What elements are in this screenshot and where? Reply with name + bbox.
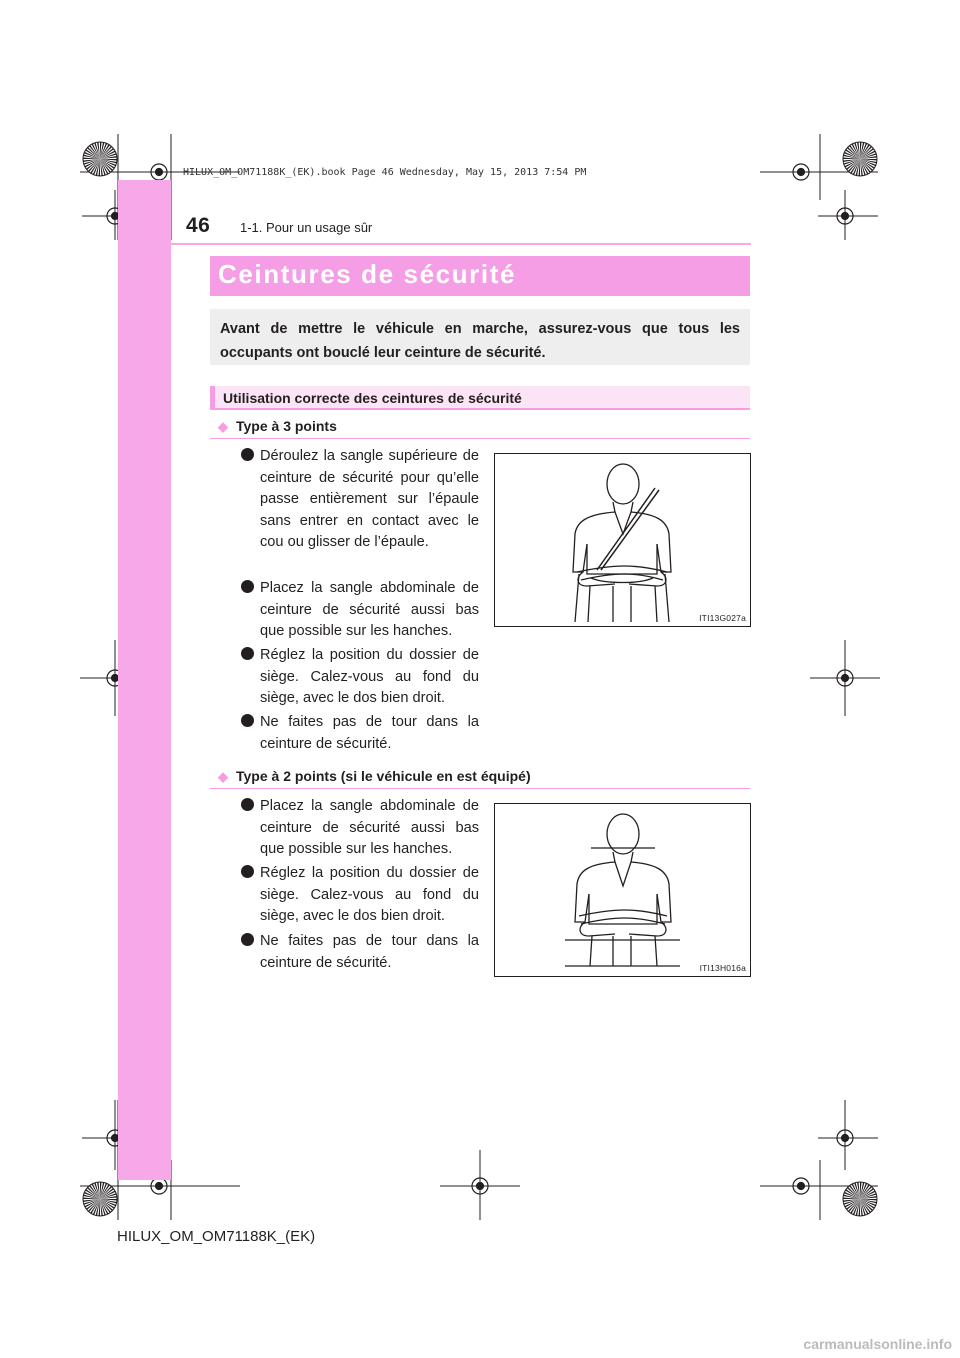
starburst-mark-icon	[83, 1182, 117, 1216]
starburst-mark-icon	[843, 1182, 877, 1216]
bullet-icon	[241, 714, 254, 727]
diamond-icon: ◆	[218, 769, 228, 784]
page-number: 46	[186, 214, 211, 237]
subsection-heading: Utilisation correcte des ceintures de sécurité	[223, 390, 522, 406]
subsection-accent	[210, 386, 215, 410]
type2-rule	[210, 788, 750, 789]
list-item	[241, 446, 479, 554]
figure-3-point-belt	[494, 453, 751, 627]
list-item	[241, 931, 479, 974]
bullet-text: Placez la sangle abdominale de ceinture de sécurité aussi bas que possible sur les hanches.	[260, 580, 479, 639]
type3-heading	[218, 418, 337, 435]
figure-code: ITI13H016a	[699, 963, 746, 973]
list-item	[241, 796, 479, 861]
bullet-text: Réglez la position du dossier de siège. Calez-vous au fond du siège, avec le dos bien droit.	[260, 647, 479, 706]
list-item	[241, 863, 479, 928]
watermark: carmanualsonline.info	[803, 1336, 952, 1352]
bullet-text: Réglez la position du dossier de siège. Calez-vous au fond du siège, avec le dos bien droit.	[260, 865, 479, 924]
type2-heading	[218, 768, 531, 785]
type2-heading-text: Type à 2 points (si le véhicule en est équipé)	[236, 768, 531, 784]
page-title: Ceintures de sécurité	[218, 259, 517, 289]
section-label: 1-1. Pour un usage sûr	[240, 220, 373, 235]
list-item	[241, 645, 479, 710]
bullet-icon	[241, 580, 254, 593]
intro-text: Avant de mettre le véhicule en marche, assurez-vous que tous les occupants ont bouclé leur ceinture de sécurité.	[220, 321, 740, 361]
book-stamp: HILUX_OM_OM71188K_(EK).book Page 46 Wednesday, May 15, 2013 7:54 PM	[183, 167, 587, 178]
bullet-icon	[241, 647, 254, 660]
bullet-icon	[241, 448, 254, 461]
bullet-icon	[241, 798, 254, 811]
type3-heading-text: Type à 3 points	[236, 418, 337, 434]
bullet-text: Ne faites pas de tour dans la ceinture de sécurité.	[260, 714, 479, 752]
bullet-text: Placez la sangle abdominale de ceinture de sécurité aussi bas que possible sur les hanches.	[260, 798, 479, 857]
bullet-icon	[241, 933, 254, 946]
type3-rule	[210, 438, 750, 439]
starburst-mark-icon	[843, 142, 877, 176]
figure-code: ITI13G027a	[699, 613, 746, 623]
figure-2-point-belt	[494, 803, 751, 977]
starburst-mark-icon	[83, 142, 117, 176]
chapter-sidebar-tab	[118, 180, 171, 1180]
bullet-text: Déroulez la sangle supérieure de ceinture de sécurité pour qu’elle passe entièrement sur l’épaule sans entrer en contact avec le cou ou glisser de l’épaule.	[260, 448, 479, 550]
bullet-icon	[241, 865, 254, 878]
footer-model-code: HILUX_OM_OM71188K_(EK)	[117, 1228, 316, 1245]
list-item	[241, 578, 479, 643]
bullet-text: Ne faites pas de tour dans la ceinture de sécurité.	[260, 933, 479, 971]
diamond-icon: ◆	[218, 419, 228, 434]
seated-person-3-point-illustration	[495, 454, 750, 626]
list-item	[241, 712, 479, 755]
header-rule	[118, 243, 751, 245]
seated-person-2-point-illustration	[495, 804, 750, 976]
